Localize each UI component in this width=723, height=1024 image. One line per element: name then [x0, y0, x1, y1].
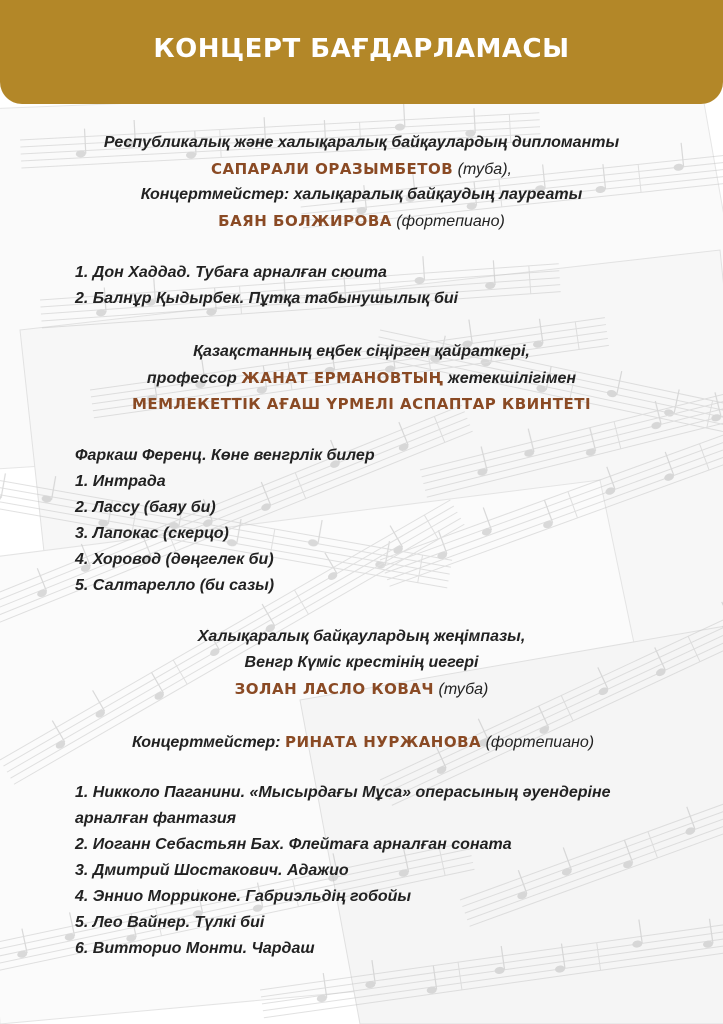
leader-name: ЖАНАТ ЕРМАНОВТЫҢ — [241, 369, 444, 387]
accompanist-name: РИНАТА НУРЖАНОВА — [284, 733, 482, 751]
block3-line1: Халықаралық байқаулардың жеңімпазы, — [197, 628, 526, 645]
performer-name: САПАРАЛИ ОРАЗЫМБЕТОВ — [211, 160, 454, 178]
page-title: КОНЦЕРТ БАҒДАРЛАМАСЫ — [153, 34, 570, 64]
performer-role: (туба), — [453, 161, 512, 178]
program2-title: Фаркаш Ференц. Көне венгрлік билер — [75, 447, 375, 464]
block2-prefix: профессор — [146, 370, 242, 387]
program2-item: 5. Салтарелло (би сазы) — [75, 577, 275, 594]
accompanist-role: (фортепиано) — [391, 213, 505, 230]
block2-line2 — [0, 365, 723, 392]
program3-item: 1. Никколо Паганини. «Мысырдағы Мұса» операсының әуендеріне — [75, 784, 611, 801]
program3-item: 6. Витторио Монти. Чардаш — [75, 940, 315, 957]
program1-item: 2. Балнұр Қыдырбек. Пұтқа табынушылық биі — [75, 290, 459, 307]
program1-item: 1. Дон Хаддад. Тубаға арналған сюита — [75, 264, 387, 281]
program2-item: 3. Лапокас (скерцо) — [75, 525, 229, 542]
program3-item: 4. Эннио Морриконе. Габриэльдің гобойы — [75, 888, 412, 905]
block1-line1: Республикалық және халықаралық байқаулардың дипломанты — [103, 134, 620, 151]
block3-line2: Венгр Күміс крестінің иегері — [244, 654, 479, 671]
program3-item: 3. Дмитрий Шостакович. Адажио — [75, 862, 349, 879]
accompanist-prefix: Концертмейстер: — [132, 734, 285, 751]
program3-item: 2. Иоганн Себастьян Бах. Флейтаға арналған соната — [75, 836, 512, 853]
block1-performer — [0, 156, 723, 183]
accompanist-role: (фортепиано) — [481, 734, 595, 751]
program3-item: арналған фантазия — [75, 810, 237, 827]
block2-line1: Қазақстанның еңбек сіңірген қайраткері, — [193, 343, 530, 360]
block2-suffix: жетекшілігімен — [443, 370, 577, 387]
performer-name: ЗОЛАН ЛАСЛО КОВАЧ — [234, 680, 435, 698]
program2-item: 4. Хоровод (дөңгелек би) — [75, 551, 274, 568]
program2-item: 2. Лассу (баяу би) — [75, 499, 216, 516]
ensemble-name: МЕМЛЕКЕТТІК АҒАШ ҮРМЕЛІ АСПАПТАР КВИНТЕТІ — [131, 395, 592, 413]
block1-accompanist — [0, 208, 723, 235]
block3-performer — [0, 676, 723, 703]
program2-item: 1. Интрада — [75, 473, 166, 490]
block3-accompanist — [132, 729, 594, 756]
block1-line3: Концертмейстер: халықаралық байқаудың лауреаты — [140, 186, 583, 203]
performer-role: (туба) — [434, 681, 489, 698]
program3-item: 5. Лео Вайнер. Түлкі биі — [75, 914, 265, 931]
accompanist-name: БАЯН БОЛЖИРОВА — [218, 212, 392, 230]
ensemble-name-line — [0, 391, 723, 418]
